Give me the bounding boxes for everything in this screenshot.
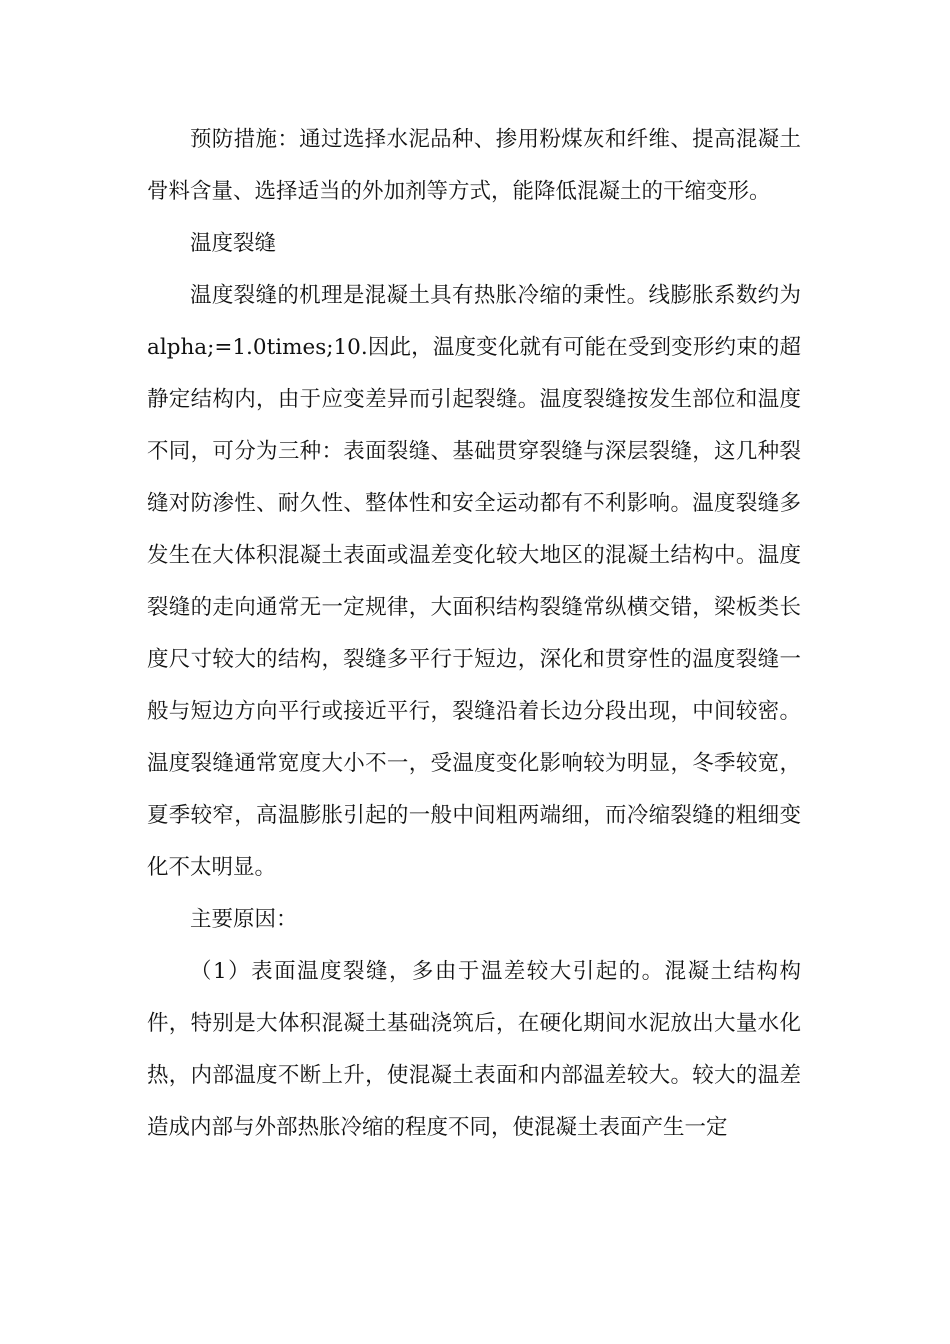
section-heading-main-causes: 主要原因：: [190, 907, 298, 932]
paragraph-prevention-measures: 预防措施：通过选择水泥品种、掺用粉煤灰和纤维、提高混凝土骨料含量、选择适当的外加剂等方式，能降低混凝土的干缩变形。: [147, 127, 801, 204]
paragraph-temperature-crack-mechanism: 温度裂缝的机理是混凝土具有热胀冷缩的秉性。线膨胀系数约为alpha;=1.0times;10.因此，温度变化就有可能在受到变形约束的超静定结构内，由于应变差异而引起裂缝。温度裂缝按发生部位和温度不同，可分为三种：表面裂缝、基础贯穿裂缝与深层裂缝，这几种裂缝对防渗性、耐久性、整体性和安全运动都有不利影响。温度裂缝多发生在大体积混凝土表面或温差变化较大地区的混凝土结构中。温度裂缝的走向通常无一定规律，大面积结构裂缝常纵横交错，梁板类长度尺寸较大的结构，裂缝多平行于短边，深化和贯穿性的温度裂缝一般与短边方向平行或接近平行，裂缝沿着长边分段出现，中间较密。温度裂缝通常宽度大小不一，受温度变化影响较为明显，冬季较宽，夏季较窄，高温膨胀引起的一般中间粗两端细，而冷缩裂缝的粗细变化不太明显。: [147, 283, 801, 880]
document-body: [147, 114, 801, 1154]
paragraph-surface-temperature-cracks: （1）表面温度裂缝，多由于温差较大引起的。混凝土结构构件，特别是大体积混凝土基础浇筑后，在硬化期间水泥放出大量水化热，内部温度不断上升，使混凝土表面和内部温差较大。较大的温差造成内部与外部热胀冷缩的程度不同，使混凝土表面产生一定: [147, 959, 801, 1140]
section-heading-temperature-cracks: 温度裂缝: [190, 231, 277, 256]
